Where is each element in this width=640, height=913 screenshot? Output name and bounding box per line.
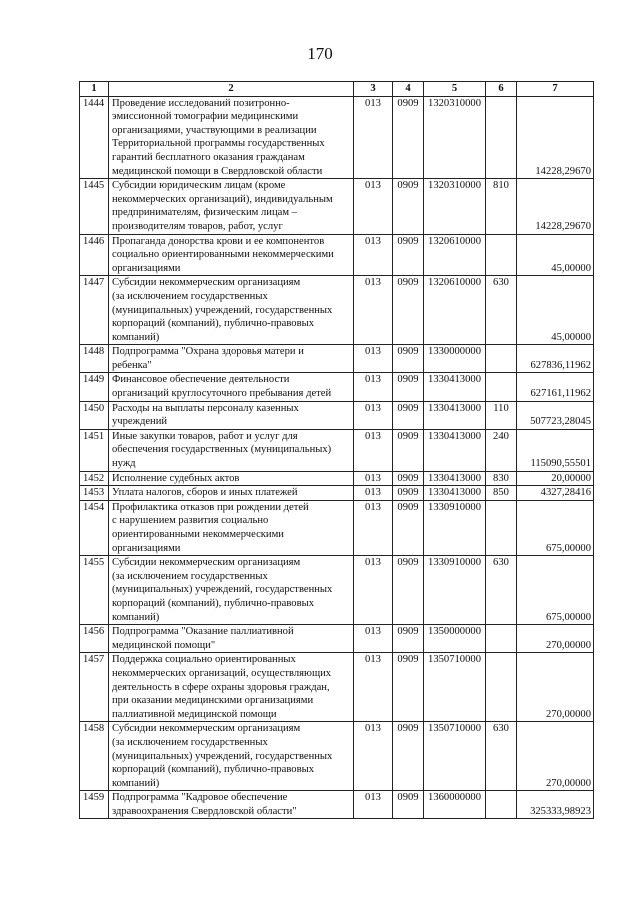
row-name (109, 401, 354, 429)
header-row (80, 82, 594, 97)
row-number: 1444 (80, 96, 109, 179)
expense-type-code: 830 (486, 471, 517, 486)
row-amount: 14228,29670 (517, 96, 594, 179)
table-row (80, 373, 594, 401)
column-header-3: 3 (354, 82, 393, 97)
column-header-7: 7 (517, 82, 594, 97)
section-code: 0909 (393, 471, 424, 486)
expense-type-code: 110 (486, 401, 517, 429)
admin-code: 013 (354, 471, 393, 486)
admin-code: 013 (354, 500, 393, 555)
admin-code: 013 (354, 429, 393, 471)
row-name (109, 653, 354, 722)
row-name-text: Исполнение судебных актов (112, 472, 240, 484)
expense-type-code (486, 234, 517, 276)
row-name-text: Пропаганда донорства крови и ее компонентов социально ориентированными некоммерческими организациями (112, 235, 334, 274)
table-body (80, 96, 594, 819)
row-name-text: Уплата налогов, сборов и иных платежей (112, 487, 298, 499)
row-amount: 507723,28045 (517, 401, 594, 429)
target-article-code: 1330413000 (424, 429, 486, 471)
table-row (80, 556, 594, 625)
row-name (109, 471, 354, 486)
target-article-code: 1360000000 (424, 791, 486, 819)
expense-type-code: 810 (486, 179, 517, 234)
target-article-code: 1350000000 (424, 625, 486, 653)
row-name-text: Иные закупки товаров, работ и услуг для обеспечения государственных (муниципальных) нужд (112, 430, 332, 470)
row-name-text: Субсидии юридическим лицам (кроме некоммерческих организаций), индивидуальным предпринимателям, физическим лицам – производителям товаров, работ, услуг (112, 180, 333, 232)
table-row (80, 234, 594, 276)
row-amount: 627161,11962 (517, 373, 594, 401)
table-row (80, 179, 594, 234)
table-row (80, 96, 594, 179)
section-code: 0909 (393, 96, 424, 179)
expense-type-code: 630 (486, 722, 517, 791)
target-article-code: 1320310000 (424, 96, 486, 179)
section-code: 0909 (393, 179, 424, 234)
expense-type-code: 850 (486, 486, 517, 501)
target-article-code: 1330910000 (424, 556, 486, 625)
table-row (80, 625, 594, 653)
row-number: 1447 (80, 276, 109, 345)
admin-code: 013 (354, 625, 393, 653)
target-article-code: 1330413000 (424, 471, 486, 486)
section-code: 0909 (393, 653, 424, 722)
column-header-1: 1 (80, 82, 109, 97)
section-code: 0909 (393, 429, 424, 471)
admin-code: 013 (354, 556, 393, 625)
row-name (109, 722, 354, 791)
budget-table (79, 81, 594, 819)
target-article-code: 1350710000 (424, 653, 486, 722)
row-number: 1450 (80, 401, 109, 429)
admin-code: 013 (354, 722, 393, 791)
section-code: 0909 (393, 401, 424, 429)
table-row (80, 471, 594, 486)
table-row (80, 401, 594, 429)
row-amount: 270,00000 (517, 722, 594, 791)
row-name-text: Субсидии некоммерческим организациям (за исключением государственных (муниципальных) учреждений, государственных корпораций (компаний), публично-правовых компаний) (112, 557, 333, 623)
table-row (80, 486, 594, 501)
section-code: 0909 (393, 345, 424, 373)
row-name-text: Поддержка социально ориентированных некоммерческих организаций, осуществляющих деятельность в сфере охраны здоровья граждан, при оказании медицинскими организациями паллиативной медицинской помощи (112, 654, 332, 720)
expense-type-code: 630 (486, 556, 517, 625)
row-name (109, 791, 354, 819)
row-amount: 675,00000 (517, 556, 594, 625)
target-article-code: 1320610000 (424, 234, 486, 276)
row-name (109, 179, 354, 234)
table-row (80, 722, 594, 791)
row-name (109, 625, 354, 653)
expense-type-code (486, 625, 517, 653)
row-amount: 14228,29670 (517, 179, 594, 234)
admin-code: 013 (354, 373, 393, 401)
row-name-text: Проведение исследований позитронно- эмиссионной томографии медицинскими организациями, участвующими в реализации Территориальной программы государственных гарантий бесплатного оказания гражданам медицинской помощи в Свердловской области (112, 97, 325, 177)
column-header-6: 6 (486, 82, 517, 97)
row-name (109, 96, 354, 179)
admin-code: 013 (354, 276, 393, 345)
row-name (109, 500, 354, 555)
table-row (80, 429, 594, 471)
table-row (80, 500, 594, 555)
column-header-2: 2 (109, 82, 354, 97)
table-row (80, 276, 594, 345)
row-number: 1459 (80, 791, 109, 819)
expense-type-code (486, 653, 517, 722)
expense-type-code: 630 (486, 276, 517, 345)
row-name-text: Расходы на выплаты персоналу казенных учреждений (112, 402, 299, 428)
row-number: 1445 (80, 179, 109, 234)
admin-code: 013 (354, 653, 393, 722)
page-number: 170 (307, 44, 333, 63)
section-code: 0909 (393, 276, 424, 345)
row-amount: 4327,28416 (517, 486, 594, 501)
expense-type-code (486, 345, 517, 373)
row-name (109, 345, 354, 373)
section-code: 0909 (393, 722, 424, 791)
target-article-code: 1330000000 (424, 345, 486, 373)
row-amount: 45,00000 (517, 234, 594, 276)
expense-type-code (486, 96, 517, 179)
row-name-text: Субсидии некоммерческим организациям (за исключением государственных (муниципальных) учреждений, государственных корпораций (компаний), публично-правовых компаний) (112, 723, 333, 789)
section-code: 0909 (393, 373, 424, 401)
row-number: 1455 (80, 556, 109, 625)
table-row (80, 345, 594, 373)
row-name-text: Подпрограмма "Охрана здоровья матери и ребенка" (112, 346, 304, 371)
row-name-text: Подпрограмма "Кадровое обеспечение здравоохранения Свердловской области" (112, 792, 297, 817)
admin-code: 013 (354, 345, 393, 373)
row-amount: 115090,55501 (517, 429, 594, 471)
row-number: 1449 (80, 373, 109, 401)
row-name (109, 373, 354, 401)
table-row (80, 791, 594, 819)
row-amount: 675,00000 (517, 500, 594, 555)
section-code: 0909 (393, 500, 424, 555)
admin-code: 013 (354, 234, 393, 276)
column-header-5: 5 (424, 82, 486, 97)
row-amount: 270,00000 (517, 653, 594, 722)
table-row (80, 653, 594, 722)
target-article-code: 1330910000 (424, 500, 486, 555)
section-code: 0909 (393, 791, 424, 819)
expense-type-code (486, 500, 517, 555)
section-code: 0909 (393, 556, 424, 625)
row-name (109, 234, 354, 276)
admin-code: 013 (354, 791, 393, 819)
row-number: 1451 (80, 429, 109, 471)
target-article-code: 1330413000 (424, 486, 486, 501)
row-number: 1448 (80, 345, 109, 373)
section-code: 0909 (393, 625, 424, 653)
section-code: 0909 (393, 234, 424, 276)
expense-type-code: 240 (486, 429, 517, 471)
row-amount: 20,00000 (517, 471, 594, 486)
row-number: 1453 (80, 486, 109, 501)
section-code: 0909 (393, 486, 424, 501)
column-header-4: 4 (393, 82, 424, 97)
target-article-code: 1320310000 (424, 179, 486, 234)
row-number: 1458 (80, 722, 109, 791)
row-name (109, 556, 354, 625)
row-name (109, 276, 354, 345)
row-number: 1457 (80, 653, 109, 722)
row-amount: 325333,98923 (517, 791, 594, 819)
admin-code: 013 (354, 486, 393, 501)
row-number: 1452 (80, 471, 109, 486)
row-name-text: Субсидии некоммерческим организациям (за исключением государственных (муниципальных) учреждений, государственных корпораций (компаний), публично-правовых компаний) (112, 277, 333, 343)
admin-code: 013 (354, 179, 393, 234)
admin-code: 013 (354, 401, 393, 429)
admin-code: 013 (354, 96, 393, 179)
row-number: 1454 (80, 500, 109, 555)
target-article-code: 1320610000 (424, 276, 486, 345)
row-amount: 270,00000 (517, 625, 594, 653)
target-article-code: 1330413000 (424, 373, 486, 401)
row-amount: 627836,11962 (517, 345, 594, 373)
row-number: 1456 (80, 625, 109, 653)
target-article-code: 1350710000 (424, 722, 486, 791)
row-amount: 45,00000 (517, 276, 594, 345)
row-name (109, 486, 354, 501)
expense-type-code (486, 791, 517, 819)
row-name-text: Подпрограмма "Оказание паллиативной медицинской помощи" (112, 626, 294, 651)
expense-type-code (486, 373, 517, 401)
target-article-code: 1330413000 (424, 401, 486, 429)
row-number: 1446 (80, 234, 109, 276)
row-name-text: Финансовое обеспечение деятельности организаций круглосуточного пребывания детей (112, 374, 332, 400)
row-name-text: Профилактика отказов при рождении детей с нарушением развития социально ориентированными некоммерческими организациями (112, 501, 309, 554)
row-name (109, 429, 354, 471)
